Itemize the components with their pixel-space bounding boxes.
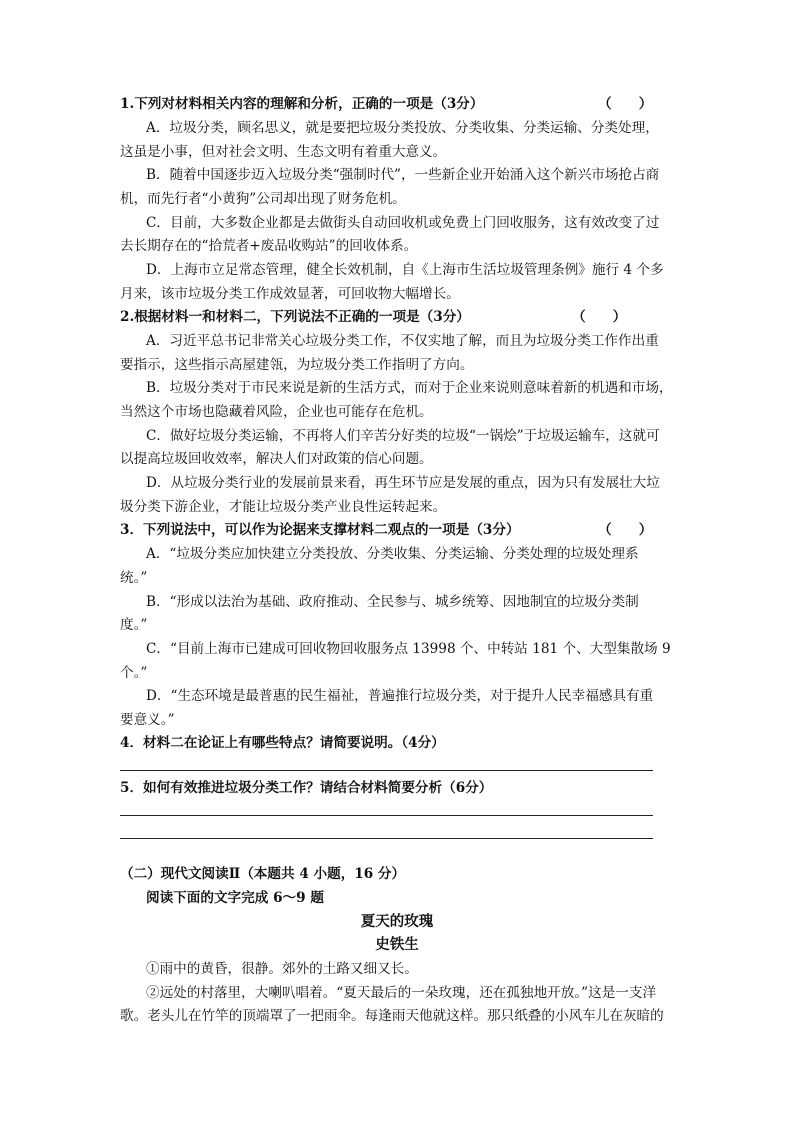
paragraph-1: ①雨中的黄昏，很静。郊外的土路又细又长。 xyxy=(146,961,418,977)
q1-option-d-line2: 月来，该市垃圾分类工作成效显著，可回收物大幅增长。 xyxy=(120,286,460,302)
q2-option-a-line1: A．习近平总书记非常关心垃圾分类工作，不仅实地了解，而且为垃圾分类工作作出重 xyxy=(146,333,659,349)
q3-option-b-line1: B．“形成以法治为基础、政府推动、全民参与、城乡统筹、因地制宜的垃圾分类制 xyxy=(146,594,639,610)
question-5-stem: 5．如何有效推进垃圾分类工作？请结合材料简要分析（6分） xyxy=(120,780,493,796)
paragraph-2-line1: ②远处的村落里，大喇叭唱着。“夏天最后的一朵玫瑰，还在孤独地开放。”这是一支洋 xyxy=(146,985,657,1001)
question-2-answer-blank: （ ） xyxy=(572,309,627,325)
q3-option-a-line1: A．“垃圾分类应加快建立分类投放、分类收集、分类运输、分类处理的垃圾处理系 xyxy=(146,546,639,562)
section-2-heading: （二）现代文阅读Ⅱ（本题共 4 小题，16 分） xyxy=(120,866,406,882)
question-2-stem: 2.根据材料一和材料二，下列说法不正确的一项是（3分） xyxy=(120,309,470,325)
q3-option-b-line2: 度。” xyxy=(120,617,148,633)
question-1-answer-blank: （ ） xyxy=(598,96,653,112)
q5-answer-line-1[interactable] xyxy=(120,815,653,816)
paragraph-2-line2: 歌。老头儿在竹竿的顶端罩了一把雨伞。每逢雨天他就这样。那只纸叠的小风车儿在灰暗的 xyxy=(120,1008,664,1024)
q3-option-c-line1: C．“目前上海市已建成可回收物回收服务点 13998 个、中转站 181 个、大型集散场 9 xyxy=(146,641,671,657)
q2-option-d-line2: 圾分类下游企业，才能让垃圾分类产业良性运转起来。 xyxy=(120,499,447,515)
q2-option-a-line2: 要指示，这些指示高屋建瓴，为垃圾分类工作指明了方向。 xyxy=(120,357,474,373)
q3-option-c-line2: 个。” xyxy=(120,665,148,681)
section-2-instruction: 阅读下面的文字完成 6～9 题 xyxy=(146,890,324,906)
question-1-stem: 1.下列对材料相关内容的理解和分析，正确的一项是（3分） xyxy=(120,96,484,112)
q1-option-d-line1: D．上海市立足常态管理，健全长效机制，自《上海市生活垃圾管理条例》施行 4 个多 xyxy=(146,262,664,278)
q3-option-a-line2: 统。” xyxy=(120,570,148,586)
q2-option-b-line1: B．垃圾分类对于市民来说是新的生活方式，而对于企业来说则意味着新的机遇和市场， xyxy=(146,380,673,396)
article-title: 夏天的玫瑰 xyxy=(360,913,434,930)
q2-option-d-line1: D．从垃圾分类行业的发展前景来看，再生环节应是发展的重点，因为只有发展壮大垃 xyxy=(146,475,660,491)
q1-option-a-line1: A．垃圾分类，顾名思义，就是要把垃圾分类投放、分类收集、分类运输、分类处理， xyxy=(146,120,659,136)
q3-option-d-line1: D．“生态环境是最普惠的民生福祉，普遍推行垃圾分类，对于提升人民幸福感具有重 xyxy=(146,688,654,704)
q2-option-b-line2: 当然这个市场也隐藏着风险，企业也可能存在危机。 xyxy=(120,404,433,420)
q2-option-c-line1: C．做好垃圾分类运输，不再将人们辛苦分好类的垃圾“一锅烩”于垃圾运输车，这就可 xyxy=(146,428,660,444)
question-3-stem: 3．下列说法中，可以作为论据来支撑材料二观点的一项是（3分） xyxy=(120,522,520,538)
q1-option-b-line2: 机，而先行者“小黄狗”公司却出现了财务危机。 xyxy=(120,191,406,207)
q1-option-a-line2: 这虽是小事，但对社会文明、生态文明有着重大意义。 xyxy=(120,144,447,160)
question-3-answer-blank: （ ） xyxy=(598,522,653,538)
q4-answer-line[interactable] xyxy=(120,770,653,771)
q1-option-c-line1: C．目前，大多数企业都是去做街头自动回收机或免费上门回收服务，这有效改变了过 xyxy=(146,215,660,231)
article-author: 史铁生 xyxy=(375,936,419,953)
q2-option-c-line2: 以提高垃圾回收效率，解决人们对政策的信心问题。 xyxy=(120,451,433,467)
q5-answer-line-2[interactable] xyxy=(120,838,653,839)
q1-option-c-line2: 去长期存在的“拾荒者+废品收购站”的回收体系。 xyxy=(120,238,418,254)
q3-option-d-line2: 要意义。” xyxy=(120,712,175,728)
q1-option-b-line1: B．随着中国逐步迈入垃圾分类“强制时代”，一些新企业开始涌入这个新兴市场抢占商 xyxy=(146,167,660,183)
question-4-stem: 4．材料二在论证上有哪些特点？请简要说明。（4分） xyxy=(120,735,445,751)
